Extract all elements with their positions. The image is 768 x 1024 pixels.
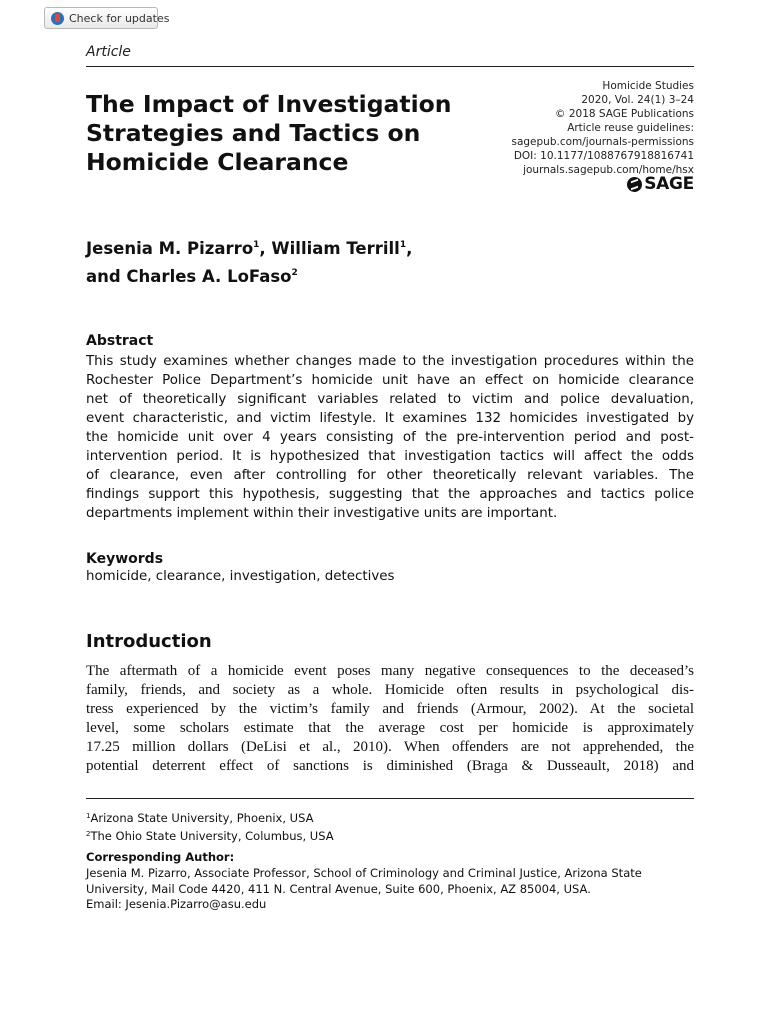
corresponding-author-line: Jesenia M. Pizarro, Associate Professor, School of Criminology and Criminal Justice, Arizona State: [86, 866, 642, 880]
article-title: [86, 90, 486, 177]
corresponding-author-line: University, Mail Code 4420, 411 N. Central Avenue, Suite 600, Phoenix, AZ 85004, USA.: [86, 881, 591, 896]
affiliation-marker: 1: [86, 812, 91, 820]
author-name: Jesenia M. Pizarro: [86, 239, 254, 258]
corresponding-author-heading: Corresponding Author:: [86, 850, 235, 864]
header-rule: [86, 66, 694, 67]
author-name: , William Terrill: [259, 239, 400, 258]
introduction-heading: Introduction: [86, 631, 212, 652]
keywords-list: homicide, clearance, investigation, detectives: [86, 569, 395, 584]
abstract-line: findings support this hypothesis, suggesting that the approaches and tactics police: [86, 487, 694, 502]
footnote-rule: [86, 798, 694, 799]
corresponding-author-details: [86, 866, 642, 913]
body-line: family, friends, and society as a whole. Homicide often results in psychological dis-: [86, 682, 694, 698]
affiliation-item: [86, 826, 334, 844]
abstract-line: the homicide unit over 4 years consisting of the pre-intervention period and post-: [86, 430, 694, 445]
check-for-updates-label: Check for updates: [69, 11, 170, 25]
corresponding-author-email[interactable]: Email: Jesenia.Pizarro@asu.edu: [86, 897, 267, 911]
abstract-line: departments implement within their investigative units are important.: [86, 506, 558, 521]
affiliation-marker: 1: [253, 240, 260, 250]
abstract-text: [86, 352, 694, 523]
body-line: tress experienced by the victim’s family and friends (Armour, 2002). At the societal: [86, 701, 694, 717]
body-line: level, some scholars estimate that the average cost per homicide is approximately: [86, 720, 694, 736]
journal-homepage-link[interactable]: journals.sagepub.com/home/hsx: [523, 164, 694, 176]
permissions-link[interactable]: sagepub.com/journals-permissions: [511, 136, 694, 148]
crossmark-icon: [51, 12, 64, 25]
title-line: Strategies and Tactics on: [86, 119, 421, 147]
body-line: 17.25 million dollars (DeLisi et al., 2010). When offenders are not apprehended, the: [86, 739, 694, 755]
sage-mark-icon: [627, 177, 642, 192]
check-for-updates-button[interactable]: [44, 7, 170, 29]
journal-volume: 2020, Vol. 24(1) 3–24: [581, 94, 694, 106]
affiliation-item: [86, 808, 334, 826]
abstract-line: event characteristic, and victim lifestyle. It examines 132 homicides investigated by: [86, 411, 694, 426]
reuse-guidelines-label: Article reuse guidelines:: [567, 122, 694, 134]
author-line: [86, 261, 412, 289]
body-line: potential deterrent effect of sanctions is diminished (Braga & Dusseault, 2018) and: [86, 758, 694, 774]
introduction-body: [86, 662, 694, 776]
sage-logo-text: SAGE: [644, 174, 694, 194]
affiliation-marker: 1: [399, 240, 407, 250]
abstract-line: Rochester Police Department’s homicide unit have an effect on homicide clearance: [86, 373, 694, 388]
affiliation-text: Arizona State University, Phoenix, USA: [90, 811, 314, 825]
article-type-label: Article: [86, 44, 131, 60]
abstract-line: intervention period. It is hypothesized that investigation tactics will affect the odds: [86, 449, 694, 464]
body-line: The aftermath of a homicide event poses many negative consequences to the deceased’s: [86, 663, 694, 679]
abstract-line: This study examines whether changes made to the investigation procedures within the: [86, 354, 694, 369]
author-list: [86, 233, 412, 289]
copyright-notice: © 2018 SAGE Publications: [555, 108, 694, 120]
abstract-heading: Abstract: [86, 333, 154, 349]
title-line: Homicide Clearance: [86, 148, 349, 176]
sage-logo: [627, 174, 694, 194]
journal-info-block: [511, 79, 694, 177]
doi-link[interactable]: DOI: 10.1177/1088767918816741: [513, 150, 694, 162]
author-line: [86, 233, 412, 261]
journal-name: Homicide Studies: [602, 80, 694, 92]
keywords-heading: Keywords: [86, 551, 164, 567]
affiliations: [86, 808, 334, 844]
affiliation-marker: 2: [291, 268, 298, 278]
affiliation-marker: 2: [86, 830, 91, 838]
author-separator: ,: [406, 239, 413, 258]
author-name: and Charles A. LoFaso: [86, 267, 292, 286]
abstract-line: of clearance, even after controlling for other theoretically relevant variables. The: [86, 468, 694, 483]
title-line: The Impact of Investigation: [86, 90, 452, 118]
affiliation-text: The Ohio State University, Columbus, USA: [90, 829, 334, 843]
abstract-line: net of theoretically significant variables related to victim and police devaluation,: [86, 392, 694, 407]
